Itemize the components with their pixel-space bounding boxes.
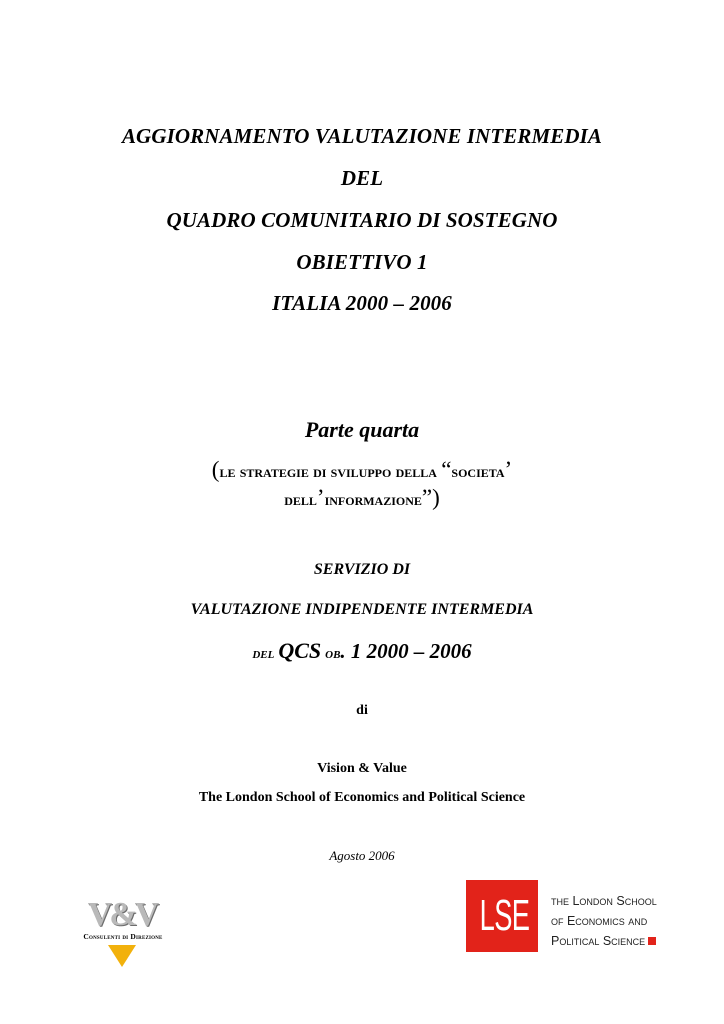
subtitle-text-2a: dell [284, 490, 317, 509]
service-qcs: QCS [278, 638, 322, 663]
service-years: . 1 2000 – 2006 [340, 639, 472, 663]
subtitle-text-2b: informazione [324, 490, 422, 509]
title-line-1: AGGIORNAMENTO VALUTAZIONE INTERMEDIA [121, 124, 603, 148]
service-del: del [252, 645, 279, 662]
vv-triangle-icon [108, 945, 136, 967]
vv-logo-mark: V&V [87, 896, 157, 933]
subtitle-paren-open: ( [211, 457, 220, 482]
subtitle-text-1b: societa [451, 462, 505, 481]
lse-logo-box [466, 880, 538, 952]
lse-logo-text [551, 891, 691, 951]
title-line-2: DEL [340, 166, 384, 190]
vv-logo [68, 898, 178, 970]
author-1: Vision & Value [317, 761, 407, 776]
service-line-3 [0, 638, 724, 664]
lse-square-icon [648, 937, 656, 945]
lse-text-line-1: the London School [551, 894, 657, 908]
by-label: di [356, 703, 368, 718]
subtitle-apostrophe: ’ [504, 457, 513, 482]
lse-logo-letters: LSE [479, 891, 530, 940]
part-heading: Parte quarta [304, 417, 420, 442]
part-subtitle-line-2 [0, 485, 724, 511]
lse-text-line-3: Political Science [551, 934, 646, 948]
service-line-2: VALUTAZIONE INDIPENDENTE INTERMEDIA [190, 601, 534, 618]
title-line-4: OBIETTIVO 1 [296, 250, 428, 274]
title-line-5: ITALIA 2000 – 2006 [272, 291, 452, 315]
service-line-1: SERVIZIO DI [313, 561, 411, 578]
subtitle-text-1: le strategie di sviluppo della [219, 462, 442, 481]
author-2: The London School of Economics and Political Science [198, 790, 526, 805]
vv-logo-caption: Consulenti di Direzione [83, 932, 163, 941]
subtitle-quote-open: “ [441, 457, 452, 482]
title-line-3: QUADRO COMUNITARIO DI SOSTEGNO [166, 208, 558, 232]
date: Agosto 2006 [329, 848, 395, 863]
part-subtitle-line-1 [0, 457, 724, 483]
subtitle-apostrophe-2: ’ [316, 485, 325, 510]
service-ob: ob [321, 645, 341, 662]
subtitle-paren-close: ”) [421, 485, 440, 510]
lse-text-line-3-wrap [551, 931, 691, 951]
lse-text-line-2: of Economics and [551, 914, 648, 928]
